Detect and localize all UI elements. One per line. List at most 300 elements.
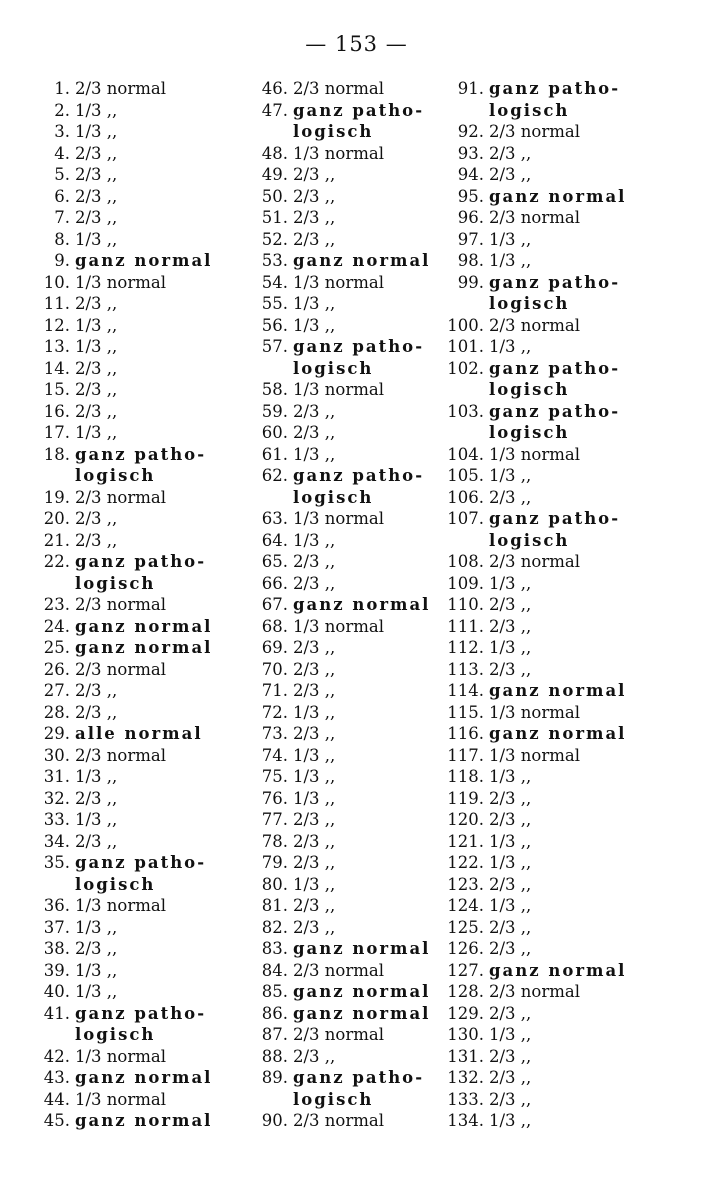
entry-text: 2/3 ,, <box>75 208 118 227</box>
entry-number: 36. <box>43 896 70 915</box>
list-item <box>22 1024 242 1046</box>
list-item <box>432 831 692 853</box>
entry-text: 2/3 ,, <box>489 1046 532 1066</box>
list-item <box>432 616 692 638</box>
list-item <box>432 336 692 358</box>
list-item <box>22 250 242 272</box>
entry-text: 2/3 ,, <box>489 810 532 829</box>
entry-text: 2/3 normal <box>75 659 167 679</box>
entry-number: 132. <box>447 1068 484 1087</box>
list-item <box>236 100 441 122</box>
entry-text: 1/3 ,, <box>75 917 118 937</box>
entry-text: 2/3 ,, <box>489 939 532 958</box>
entry-number: 1. <box>54 79 70 98</box>
list-item <box>22 938 242 960</box>
entry-number: 17. <box>43 423 70 442</box>
list-item <box>432 272 692 294</box>
entry-number: 46. <box>261 79 288 98</box>
entry-text: 2/3 normal <box>75 487 167 507</box>
list-item <box>236 1089 441 1111</box>
entry-text: 1/3 ,, <box>489 831 532 851</box>
entry-number: 105. <box>447 466 484 485</box>
entry-number: 51. <box>261 208 288 227</box>
entry-text: 1/3 ,, <box>75 337 118 356</box>
entry-number: 10. <box>43 272 70 292</box>
entry-text: 2/3 normal <box>489 315 581 335</box>
list-item <box>432 702 692 724</box>
entry-number: 71. <box>261 681 288 700</box>
entry-text: logisch <box>293 358 374 378</box>
entry-text: 2/3 normal <box>489 982 581 1001</box>
list-item <box>236 530 441 552</box>
entry-number: 129. <box>447 1003 484 1023</box>
entry-text: 2/3 ,, <box>293 831 336 851</box>
list-item <box>22 207 242 229</box>
entry-number: 131. <box>447 1046 484 1066</box>
list-item <box>236 831 441 853</box>
entry-text: 1/3 ,, <box>75 100 118 120</box>
entry-number: 55. <box>261 294 288 313</box>
entry-text: 1/3 ,, <box>75 982 118 1001</box>
entry-number: 52. <box>261 229 288 249</box>
entry-number: 53. <box>261 251 288 270</box>
entry-number: 88. <box>261 1046 288 1066</box>
list-item <box>22 723 242 745</box>
entry-text: 1/3 ,, <box>489 1111 532 1130</box>
list-item <box>22 100 242 122</box>
list-item <box>236 315 441 337</box>
list-item <box>432 809 692 831</box>
list-item <box>22 229 242 251</box>
entry-text: ganz normal <box>75 616 213 636</box>
entry-text: ganz normal <box>75 638 213 657</box>
entry-text: 1/3 ,, <box>293 530 336 550</box>
entry-text: 2/3 ,, <box>293 401 336 421</box>
list-item <box>236 745 441 767</box>
list-item <box>432 315 692 337</box>
entry-number: 61. <box>261 444 288 464</box>
entry-text: 2/3 ,, <box>489 616 532 636</box>
entry-number: 121. <box>447 831 484 851</box>
entry-text: 1/3 ,, <box>75 960 118 980</box>
entry-text: ganz patho- <box>293 1068 425 1087</box>
list-column-3 <box>432 78 692 1132</box>
list-item <box>236 874 441 896</box>
list-item <box>22 465 242 487</box>
entry-number: 56. <box>261 315 288 335</box>
list-item <box>22 315 242 337</box>
entry-number: 28. <box>43 702 70 722</box>
list-item <box>22 788 242 810</box>
entry-number: 130. <box>447 1025 484 1044</box>
entry-text: 1/3 ,, <box>293 767 336 786</box>
entry-number: 98. <box>457 251 484 270</box>
entry-number: 4. <box>54 143 70 163</box>
entry-text: 2/3 ,, <box>293 659 336 679</box>
list-item <box>236 1024 441 1046</box>
entry-number: 59. <box>261 401 288 421</box>
entry-text: 2/3 ,, <box>489 487 532 507</box>
list-item <box>22 1046 242 1068</box>
entry-number: 19. <box>43 487 70 507</box>
entry-text: ganz normal <box>75 1068 213 1087</box>
entry-number: 107. <box>447 509 484 528</box>
entry-text: 1/3 ,, <box>75 810 118 829</box>
entry-number: 83. <box>261 939 288 958</box>
list-item <box>432 422 692 444</box>
entry-number: 84. <box>261 960 288 980</box>
list-item <box>236 272 441 294</box>
entry-text: 2/3 normal <box>293 960 385 980</box>
entry-text: logisch <box>489 423 570 442</box>
entry-number: 60. <box>261 423 288 442</box>
entry-text: 2/3 ,, <box>489 595 532 614</box>
list-item <box>432 121 692 143</box>
entry-number: 44. <box>43 1089 70 1109</box>
list-item <box>22 637 242 659</box>
entry-text: ganz patho- <box>489 272 621 292</box>
entry-number: 96. <box>457 208 484 227</box>
entry-number: 102. <box>447 358 484 378</box>
entry-number: 100. <box>447 315 484 335</box>
entry-number: 69. <box>261 638 288 657</box>
entry-text: ganz patho- <box>293 337 425 356</box>
list-item <box>432 981 692 1003</box>
list-item <box>22 379 242 401</box>
entry-text: logisch <box>75 466 156 485</box>
list-item <box>432 78 692 100</box>
entry-text: 1/3 ,, <box>489 1025 532 1044</box>
entry-text: logisch <box>489 380 570 399</box>
entry-text: 2/3 ,, <box>293 917 336 937</box>
list-item <box>236 465 441 487</box>
entry-text: ganz patho- <box>75 552 207 571</box>
entry-number: 79. <box>261 853 288 872</box>
entry-number: 62. <box>261 466 288 485</box>
entry-number: 108. <box>447 552 484 571</box>
list-item <box>22 422 242 444</box>
entry-text: 1/3 ,, <box>489 638 532 657</box>
list-item <box>236 336 441 358</box>
entry-number: 67. <box>261 595 288 614</box>
entry-number: 50. <box>261 186 288 206</box>
entry-number: 24. <box>43 616 70 636</box>
entry-number: 48. <box>261 143 288 163</box>
entry-number: 87. <box>261 1025 288 1044</box>
entry-text: 2/3 ,, <box>293 573 336 593</box>
entry-number: 35. <box>43 853 70 872</box>
entry-text: 1/3 ,, <box>293 444 336 464</box>
entry-number: 22. <box>43 552 70 571</box>
list-item <box>22 831 242 853</box>
list-item <box>432 917 692 939</box>
entry-number: 134. <box>447 1111 484 1130</box>
list-item <box>236 422 441 444</box>
entry-text: 2/3 ,, <box>293 853 336 872</box>
entry-number: 18. <box>43 444 70 464</box>
list-item <box>236 723 441 745</box>
entry-number: 117. <box>447 745 484 765</box>
entry-text: logisch <box>489 100 570 120</box>
entry-text: 1/3 ,, <box>293 702 336 722</box>
entry-text: 2/3 normal <box>489 122 581 141</box>
entry-text: 2/3 ,, <box>75 294 118 313</box>
list-item <box>236 1110 441 1132</box>
entry-number: 29. <box>43 724 70 743</box>
entry-text: 1/3 normal <box>489 444 581 464</box>
entry-number: 7. <box>54 208 70 227</box>
entry-text: 2/3 ,, <box>75 831 118 851</box>
entry-number: 3. <box>54 122 70 141</box>
list-item <box>22 895 242 917</box>
entry-number: 5. <box>54 165 70 184</box>
entry-text: 2/3 ,, <box>489 1068 532 1087</box>
entry-number: 112. <box>447 638 484 657</box>
list-item <box>236 917 441 939</box>
entry-number: 133. <box>447 1089 484 1109</box>
entry-number: 80. <box>261 874 288 894</box>
entry-text: 2/3 ,, <box>293 724 336 743</box>
entry-text: 1/3 ,, <box>489 337 532 356</box>
entry-text: 2/3 ,, <box>75 530 118 550</box>
list-item <box>236 1003 441 1025</box>
list-item <box>432 659 692 681</box>
list-item <box>432 745 692 767</box>
entry-number: 41. <box>43 1003 70 1023</box>
list-item <box>22 487 242 509</box>
list-item <box>432 143 692 165</box>
entry-number: 93. <box>457 143 484 163</box>
entry-text: 1/3 ,, <box>489 767 532 786</box>
entry-number: 70. <box>261 659 288 679</box>
entry-number: 125. <box>447 917 484 937</box>
entry-text: 2/3 ,, <box>489 874 532 894</box>
list-item <box>236 358 441 380</box>
list-item <box>236 788 441 810</box>
entry-number: 128. <box>447 982 484 1001</box>
entry-number: 58. <box>261 380 288 399</box>
entry-number: 95. <box>457 186 484 206</box>
list-item <box>22 164 242 186</box>
list-item <box>22 186 242 208</box>
list-item <box>432 358 692 380</box>
list-item <box>236 401 441 423</box>
entry-text: 1/3 ,, <box>489 896 532 915</box>
entry-text: 2/3 normal <box>489 208 581 227</box>
list-item <box>236 573 441 595</box>
list-item <box>432 186 692 208</box>
list-item <box>432 229 692 251</box>
list-item <box>432 680 692 702</box>
entry-number: 43. <box>43 1068 70 1087</box>
list-item <box>22 121 242 143</box>
list-item <box>236 186 441 208</box>
entry-text: 2/3 ,, <box>75 143 118 163</box>
entry-number: 26. <box>43 659 70 679</box>
list-item <box>236 121 441 143</box>
entry-number: 111. <box>447 616 484 636</box>
list-item <box>236 143 441 165</box>
entry-text: ganz patho- <box>293 100 425 120</box>
list-item <box>236 594 441 616</box>
entry-text: 2/3 ,, <box>293 165 336 184</box>
list-item <box>432 487 692 509</box>
entry-text: ganz patho- <box>75 444 207 464</box>
list-item <box>22 680 242 702</box>
entry-number: 122. <box>447 853 484 872</box>
entry-text: 1/3 normal <box>293 272 385 292</box>
entry-text: alle normal <box>75 724 203 743</box>
entry-number: 20. <box>43 509 70 528</box>
entry-text: 2/3 ,, <box>489 143 532 163</box>
list-item <box>22 960 242 982</box>
list-item <box>236 229 441 251</box>
list-item <box>236 938 441 960</box>
entry-text: 2/3 ,, <box>293 896 336 915</box>
list-item <box>22 809 242 831</box>
entry-number: 37. <box>43 917 70 937</box>
entry-number: 33. <box>43 810 70 829</box>
entry-text: 2/3 normal <box>293 1025 385 1044</box>
entry-text: logisch <box>293 487 374 507</box>
entry-number: 85. <box>261 982 288 1001</box>
list-item <box>22 401 242 423</box>
list-item <box>236 809 441 831</box>
entry-text: 2/3 ,, <box>75 509 118 528</box>
list-item <box>22 573 242 595</box>
entry-number: 73. <box>261 724 288 743</box>
entry-text: 1/3 ,, <box>489 466 532 485</box>
list-item <box>22 874 242 896</box>
list-item <box>432 207 692 229</box>
entry-number: 38. <box>43 939 70 958</box>
entry-text: 1/3 ,, <box>75 423 118 442</box>
list-item <box>236 960 441 982</box>
list-item <box>432 551 692 573</box>
entry-text: 1/3 ,, <box>489 229 532 249</box>
list-item <box>236 444 441 466</box>
entry-text: 1/3 normal <box>293 509 385 528</box>
entry-text: 1/3 ,, <box>293 745 336 765</box>
entry-number: 64. <box>261 530 288 550</box>
list-item <box>236 637 441 659</box>
entry-text: 2/3 normal <box>489 552 581 571</box>
entry-number: 6. <box>54 186 70 206</box>
entry-number: 25. <box>43 638 70 657</box>
entry-text: ganz normal <box>75 1111 213 1130</box>
entry-text: logisch <box>75 1025 156 1044</box>
list-item <box>22 336 242 358</box>
list-item <box>22 981 242 1003</box>
entry-number: 104. <box>447 444 484 464</box>
entry-text: 2/3 ,, <box>293 186 336 206</box>
list-item <box>432 637 692 659</box>
entry-number: 76. <box>261 788 288 808</box>
list-item <box>236 1067 441 1089</box>
entry-number: 65. <box>261 552 288 571</box>
list-item <box>236 680 441 702</box>
entry-text: 1/3 ,, <box>293 294 336 313</box>
list-item <box>432 895 692 917</box>
entry-number: 114. <box>447 681 484 700</box>
entry-text: 2/3 ,, <box>293 810 336 829</box>
entry-text: 1/3 normal <box>293 380 385 399</box>
entry-text: ganz normal <box>489 681 627 700</box>
entry-text: logisch <box>293 1089 374 1109</box>
list-item <box>236 981 441 1003</box>
entry-text: 2/3 normal <box>293 79 385 98</box>
entry-text: 2/3 ,, <box>489 165 532 184</box>
entry-text: ganz normal <box>293 939 431 958</box>
list-item <box>236 852 441 874</box>
entry-text: 1/3 ,, <box>293 315 336 335</box>
entry-number: 123. <box>447 874 484 894</box>
entry-text: 2/3 ,, <box>75 380 118 399</box>
entry-text: 2/3 ,, <box>75 681 118 700</box>
entry-number: 110. <box>447 595 484 614</box>
entry-text: 1/3 ,, <box>489 251 532 270</box>
entry-number: 40. <box>43 982 70 1001</box>
list-item <box>236 293 441 315</box>
entry-number: 90. <box>261 1111 288 1130</box>
entry-text: 1/3 ,, <box>75 122 118 141</box>
list-column-1 <box>22 78 242 1132</box>
list-item <box>432 1003 692 1025</box>
list-item <box>236 487 441 509</box>
entry-text: 2/3 ,, <box>293 638 336 657</box>
entry-text: logisch <box>489 530 570 550</box>
entry-text: ganz patho- <box>489 79 621 98</box>
list-item <box>22 272 242 294</box>
entry-number: 120. <box>447 810 484 829</box>
entry-text: 1/3 normal <box>293 143 385 163</box>
entry-number: 86. <box>261 1003 288 1023</box>
entry-number: 92. <box>457 122 484 141</box>
entry-text: 1/3 normal <box>75 272 167 292</box>
list-item <box>236 250 441 272</box>
list-item <box>432 1046 692 1068</box>
list-item <box>22 616 242 638</box>
entry-number: 126. <box>447 939 484 958</box>
list-item <box>22 551 242 573</box>
entry-text: 1/3 ,, <box>75 229 118 249</box>
entry-text: 2/3 ,, <box>293 208 336 227</box>
entry-text: 2/3 ,, <box>293 229 336 249</box>
list-item <box>432 1089 692 1111</box>
entry-number: 54. <box>261 272 288 292</box>
list-item <box>22 917 242 939</box>
page-number: — 153 — <box>305 32 408 56</box>
entry-text: ganz normal <box>293 982 431 1001</box>
entry-text: ganz normal <box>489 960 627 980</box>
list-item <box>236 766 441 788</box>
list-item <box>236 659 441 681</box>
list-item <box>432 250 692 272</box>
entry-number: 124. <box>447 896 484 915</box>
list-item <box>236 702 441 724</box>
entry-number: 42. <box>43 1046 70 1066</box>
entry-text: 2/3 ,, <box>489 659 532 679</box>
entry-text: logisch <box>293 122 374 141</box>
list-item <box>432 788 692 810</box>
entry-number: 116. <box>447 724 484 743</box>
entry-number: 31. <box>43 767 70 786</box>
entry-text: 2/3 ,, <box>75 186 118 206</box>
entry-number: 115. <box>447 702 484 722</box>
entry-text: 2/3 ,, <box>293 681 336 700</box>
entry-number: 72. <box>261 702 288 722</box>
entry-text: ganz normal <box>293 251 431 270</box>
